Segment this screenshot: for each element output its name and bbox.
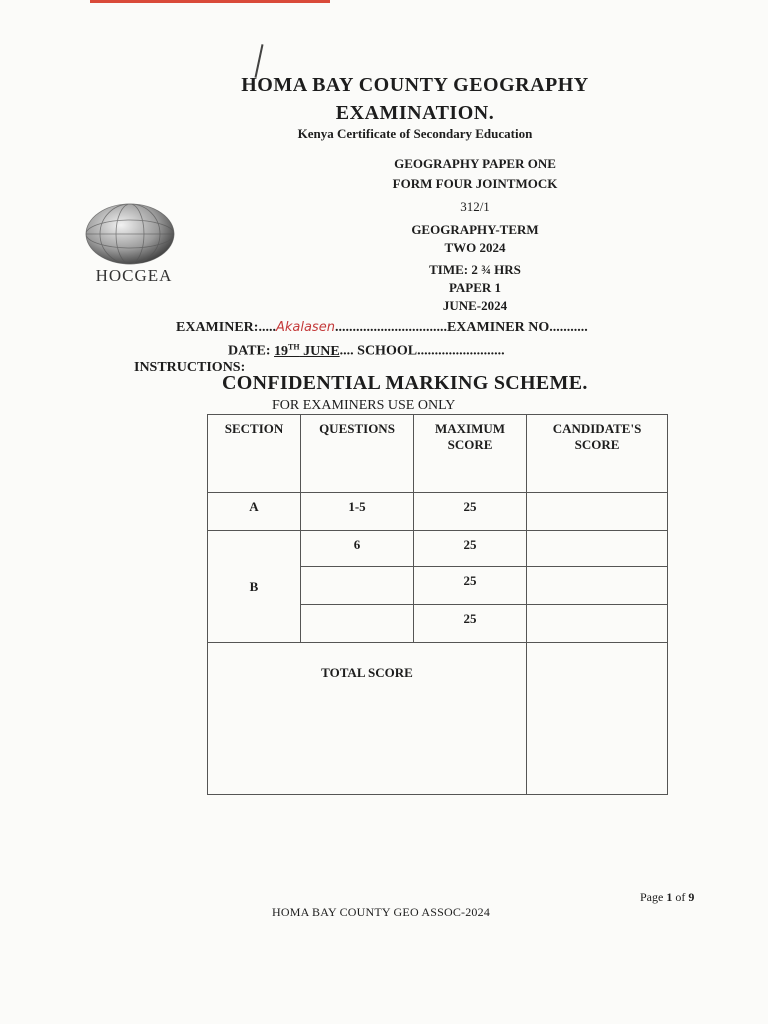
examiner-dots-1: ..... [258,320,276,335]
date-dots: .... [339,343,354,359]
row-a-max: 25 [414,493,527,531]
school-label: SCHOOL [353,343,418,359]
total-score-label: TOTAL SCORE [208,643,527,795]
table-row [208,531,668,567]
date-label: JUNE-2024 [442,298,508,313]
row-b-questions: 6 [301,531,414,567]
page-prefix: Page [640,890,667,904]
examiner-dots-2: ................................ [334,320,447,335]
red-edge-strip [90,0,330,3]
date-field-value [274,344,340,359]
page-total: 9 [688,890,695,904]
row-b2-max: 25 [414,567,527,605]
row-a-section: A [208,493,301,531]
term-line-2: TWO 2024 [444,240,506,255]
globe-logo-icon [82,200,178,268]
date-day: 19 [274,343,289,359]
examiners-use-only: FOR EXAMINERS USE ONLY [272,398,456,413]
date-school-line [228,342,505,360]
time-label: TIME: 2 ¾ HRS [429,262,521,277]
row-b2-candidate [527,567,668,605]
table-row [208,493,668,531]
paper-name: GEOGRAPHY PAPER ONE [394,156,556,171]
paper-code: 312/1 [460,199,490,214]
row-b-max: 25 [414,531,527,567]
title-line-1: HOMA BAY COUNTY GEOGRAPHY [241,74,589,96]
row-b3-candidate [527,605,668,643]
table-header-row [208,415,668,493]
term-line-1: GEOGRAPHY-TERM [411,222,539,237]
total-score-value [527,643,668,795]
row-a-candidate [527,493,668,531]
paper-label: PAPER 1 [448,280,502,295]
header-candidates-score: CANDIDATE'S SCORE [527,415,668,493]
date-month: JUNE [299,343,340,359]
logo-text: HOCGEA [95,266,173,285]
row-b-candidate [527,531,668,567]
examiner-no-dots: ........... [549,320,588,335]
instructions-label: INSTRUCTIONS: [134,360,246,375]
examiner-label: EXAMINER: [176,320,259,335]
header-maximum-score: MAXIMUM SCORE [414,415,527,493]
examiner-handwritten-name: Akalasen [275,320,335,335]
examiner-line [176,320,588,336]
score-table [207,414,668,795]
title-line-2: EXAMINATION. [335,102,495,124]
pen-mark [254,44,263,78]
page-number [640,890,694,905]
examiner-no-label: EXAMINER NO [446,320,550,335]
date-suffix: TH [288,342,300,351]
date-field-label: DATE: [228,343,271,359]
school-dots: ......................... [417,343,505,359]
row-b3-questions [301,605,414,643]
subtitle: Kenya Certificate of Secondary Education [297,126,533,141]
form-label: FORM FOUR JOINTMOCK [392,176,558,191]
row-b2-questions [301,567,414,605]
footer-text: HOMA BAY COUNTY GEO ASSOC-2024 [272,905,491,919]
header-section: SECTION [208,415,301,493]
row-b3-max: 25 [414,605,527,643]
page-current: 1 [666,890,673,904]
page-mid: of [672,890,689,904]
header-questions: QUESTIONS [301,415,414,493]
row-a-questions: 1-5 [301,493,414,531]
marking-scheme-heading: CONFIDENTIAL MARKING SCHEME. [222,372,588,394]
total-row [208,643,668,795]
row-b-section: B [208,531,301,643]
